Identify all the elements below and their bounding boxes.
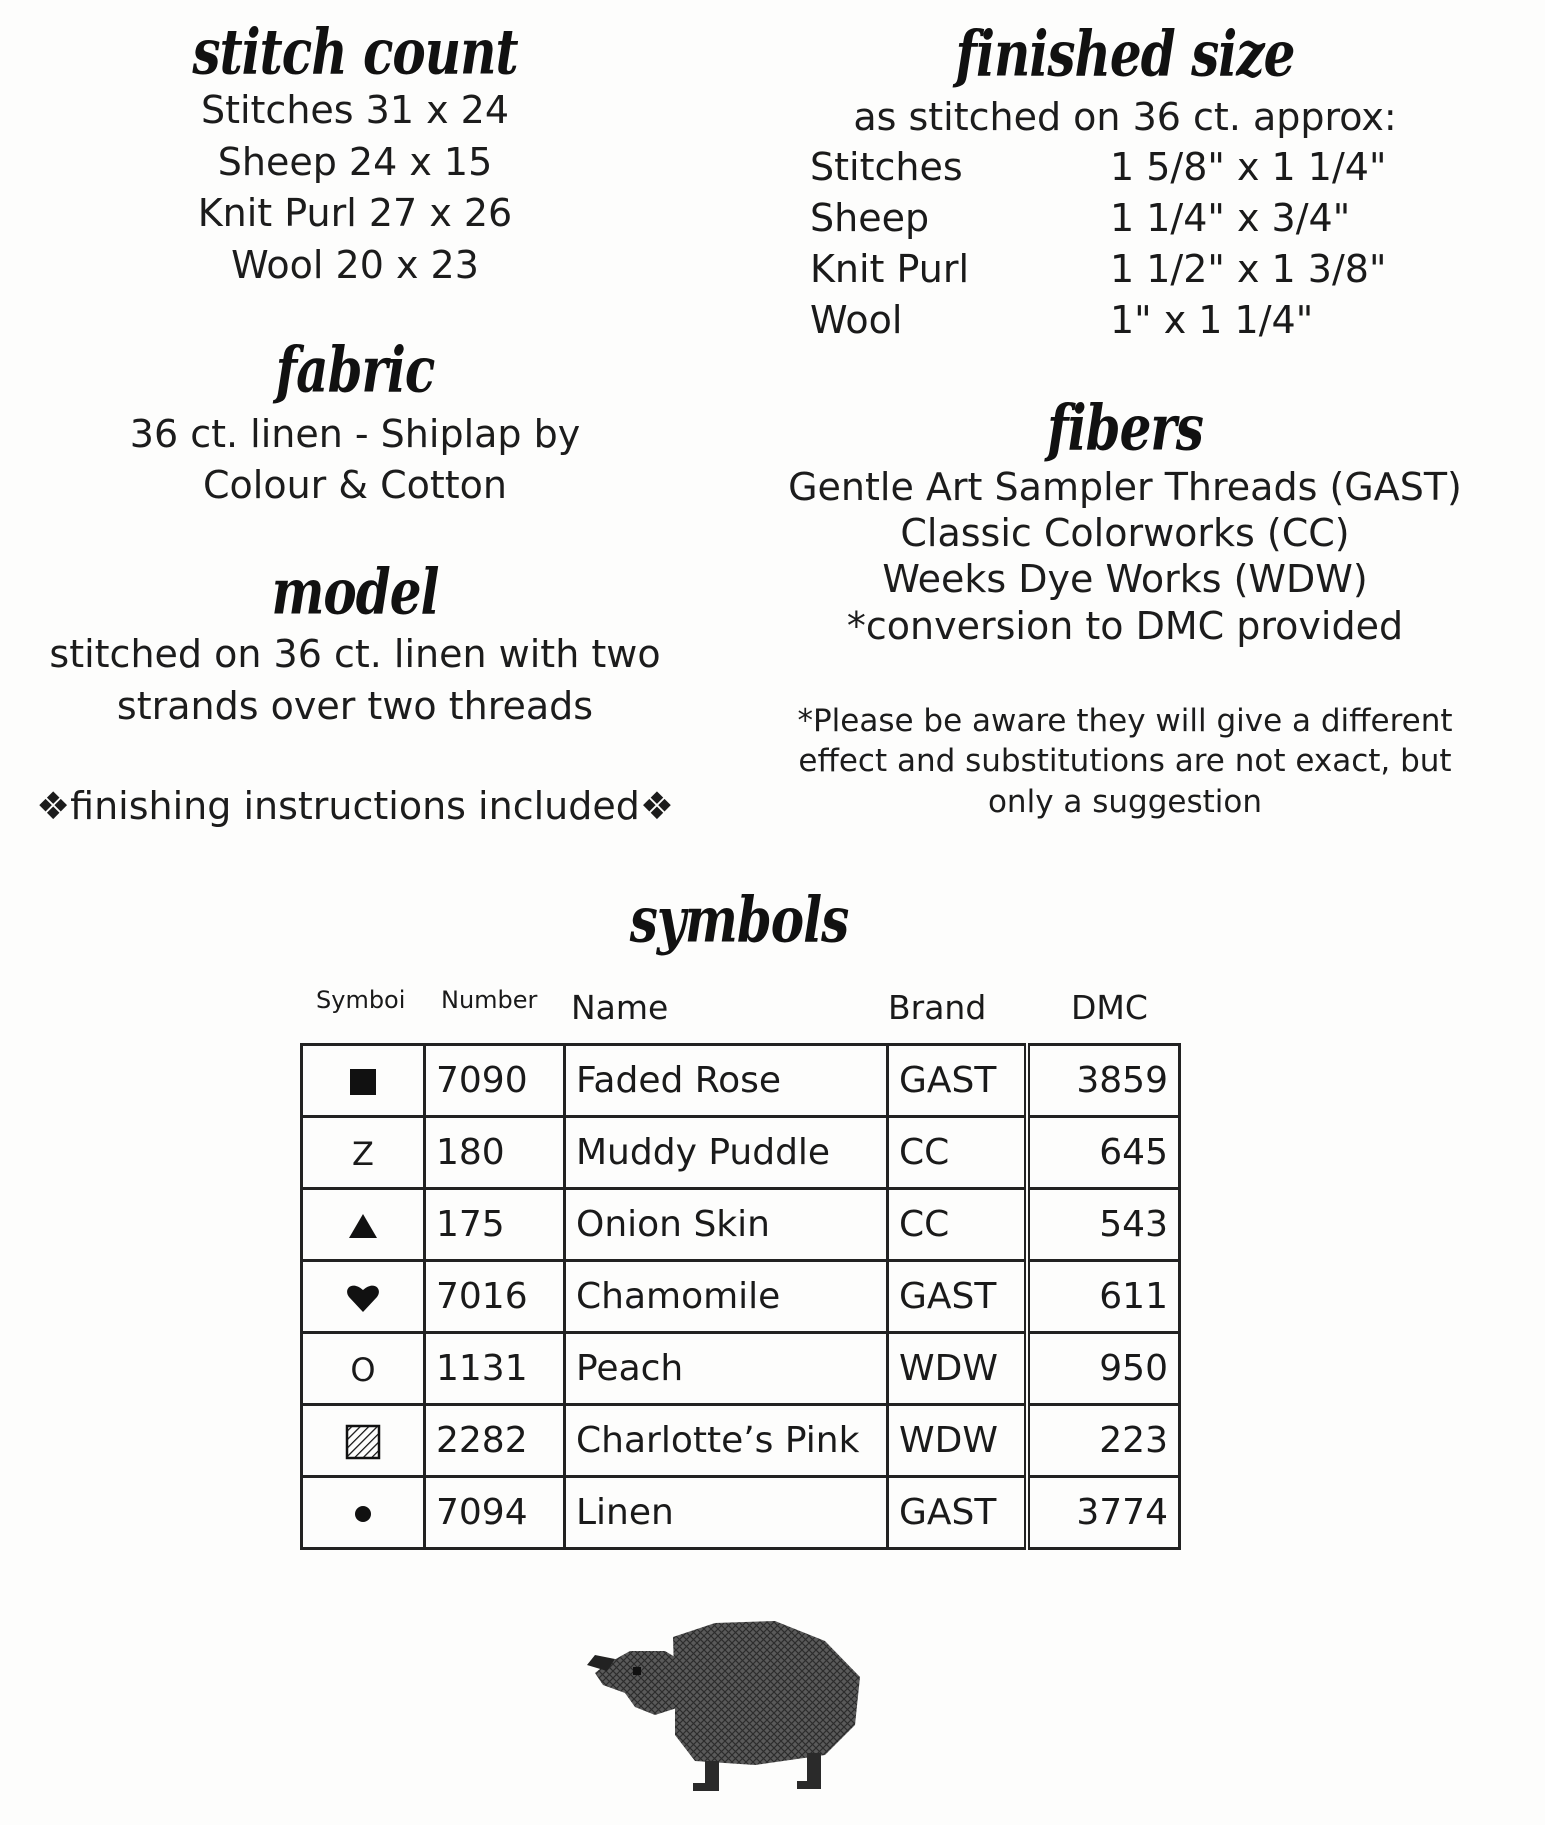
name-cell: Muddy Puddle (565, 1117, 888, 1189)
number-cell: 1131 (425, 1333, 565, 1405)
fabric-line: Colour & Cotton (203, 463, 507, 507)
size-name: Stitches (810, 145, 963, 189)
table-row (302, 1405, 1180, 1477)
finished-size-heading: finished size (955, 16, 1295, 91)
symbol-cell (302, 1261, 425, 1333)
column-header-symbol: Symboi (316, 986, 406, 1014)
fibers-note: *Please be aware they will give a different (797, 703, 1453, 739)
number-cell: 175 (425, 1189, 565, 1261)
letter-o-icon: O (350, 1351, 376, 1389)
hatched-square-icon (345, 1424, 381, 1460)
symbol-cell (302, 1333, 425, 1405)
stitch-count-line: Sheep 24 x 15 (217, 140, 493, 184)
name-cell: Chamomile (565, 1261, 888, 1333)
table-row (302, 1045, 1180, 1117)
brand-cell: WDW (888, 1333, 1028, 1405)
dmc-cell: 3774 (1027, 1477, 1180, 1549)
cross-stitch-sheep-icon (585, 1615, 865, 1795)
dot-icon (353, 1504, 373, 1524)
symbol-cell (302, 1045, 425, 1117)
finished-size-subtitle: as stitched on 36 ct. approx: (853, 95, 1397, 139)
symbol-cell (302, 1117, 425, 1189)
stitch-count-line: Knit Purl 27 x 26 (197, 191, 513, 235)
name-cell: Onion Skin (565, 1189, 888, 1261)
fibers-line: Weeks Dye Works (WDW) (882, 557, 1368, 601)
brand-cell: CC (888, 1117, 1028, 1189)
dmc-cell: 223 (1027, 1405, 1180, 1477)
symbol-cell (302, 1189, 425, 1261)
size-name: Knit Purl (810, 247, 970, 291)
symbol-cell (302, 1477, 425, 1549)
dmc-cell: 611 (1027, 1261, 1180, 1333)
dmc-cell: 543 (1027, 1189, 1180, 1261)
number-cell: 7094 (425, 1477, 565, 1549)
model-line: stitched on 36 ct. linen with two (49, 632, 661, 676)
stitch-count-line: Stitches 31 x 24 (200, 88, 510, 132)
name-cell: Linen (565, 1477, 888, 1549)
filled-square-icon (348, 1067, 378, 1097)
fibers-note: only a suggestion (987, 784, 1263, 820)
brand-cell: CC (888, 1189, 1028, 1261)
fibers-heading: fibers (1047, 390, 1203, 465)
brand-cell: GAST (888, 1261, 1028, 1333)
model-line: strands over two threads (116, 684, 594, 728)
dmc-cell: 3859 (1027, 1045, 1180, 1117)
column-header-name: Name (571, 988, 669, 1027)
dmc-cell: 645 (1027, 1117, 1180, 1189)
number-cell: 7016 (425, 1261, 565, 1333)
heart-icon (346, 1283, 380, 1313)
symbols-table (300, 1043, 1181, 1550)
number-cell: 7090 (425, 1045, 565, 1117)
brand-cell: GAST (888, 1045, 1028, 1117)
fibers-line: *conversion to DMC provided (846, 604, 1404, 648)
size-name: Sheep (810, 196, 930, 240)
fabric-line: 36 ct. linen - Shiplap by (129, 412, 581, 456)
size-name: Wool (810, 298, 903, 342)
size-value: 1 5/8" x 1 1/4" (1110, 145, 1387, 189)
symbol-cell (302, 1405, 425, 1477)
fibers-note: effect and substitutions are not exact, but (798, 743, 1452, 779)
name-cell: Peach (565, 1333, 888, 1405)
number-cell: 180 (425, 1117, 565, 1189)
size-value: 1" x 1 1/4" (1110, 298, 1314, 342)
table-row (302, 1261, 1180, 1333)
finishing-note: ❖finishing instructions included❖ (36, 784, 674, 828)
table-row (302, 1333, 1180, 1405)
table-row (302, 1189, 1180, 1261)
number-cell: 2282 (425, 1405, 565, 1477)
stitch-count-line: Wool 20 x 23 (231, 243, 479, 287)
column-header-number: Number (441, 986, 538, 1014)
size-value: 1 1/2" x 1 3/8" (1110, 247, 1387, 291)
fibers-line: Classic Colorworks (CC) (900, 511, 1350, 555)
symbols-heading: symbols (629, 882, 849, 957)
dmc-cell: 950 (1027, 1333, 1180, 1405)
table-row (302, 1477, 1180, 1549)
model-heading: model (271, 554, 439, 629)
name-cell: Faded Rose (565, 1045, 888, 1117)
column-header-dmc: DMC (1071, 988, 1148, 1027)
letter-z-icon: Z (352, 1135, 374, 1173)
stitch-count-heading: stitch count (192, 14, 518, 89)
table-row (302, 1117, 1180, 1189)
column-header-brand: Brand (888, 988, 987, 1027)
name-cell: Charlotte’s Pink (565, 1405, 888, 1477)
triangle-icon (347, 1212, 379, 1240)
size-value: 1 1/4" x 3/4" (1110, 196, 1351, 240)
brand-cell: WDW (888, 1405, 1028, 1477)
brand-cell: GAST (888, 1477, 1028, 1549)
fibers-line: Gentle Art Sampler Threads (GAST) (788, 465, 1462, 509)
fabric-heading: fabric (275, 332, 435, 407)
